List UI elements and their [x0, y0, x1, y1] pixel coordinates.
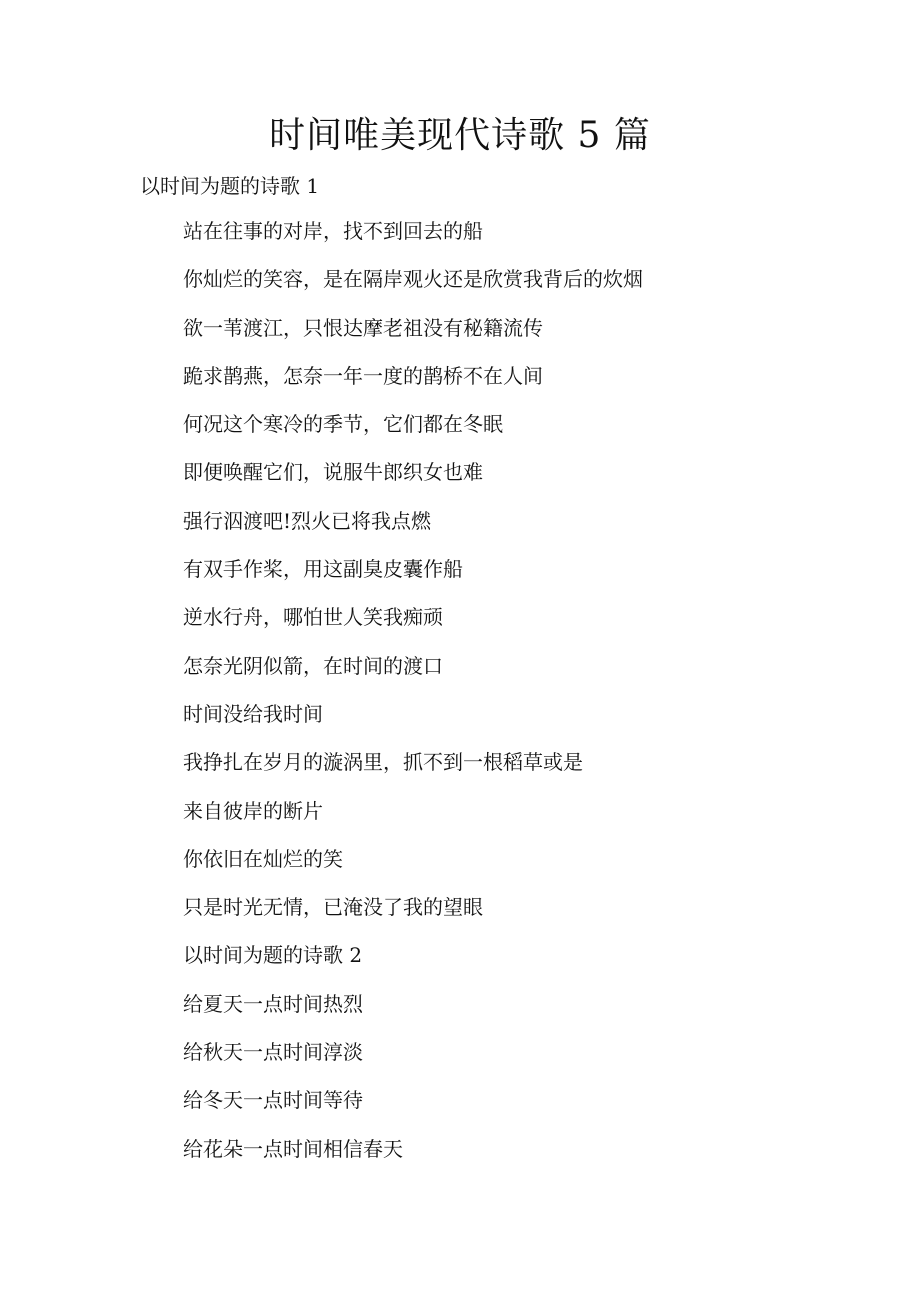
poem-line: 来自彼岸的断片: [183, 798, 323, 823]
poem-lines: [183, 216, 823, 1182]
poem-line: 时间没给我时间: [183, 701, 323, 726]
poem-line: 何况这个寒冷的季节，它们都在冬眠: [183, 412, 503, 437]
poem-line: 强行泅渡吧!烈火已将我点燃: [183, 508, 432, 533]
poem-line: 你灿烂的笑容，是在隔岸观火还是欣赏我背后的炊烟: [183, 267, 643, 292]
poem-line: 跪求鹊燕，怎奈一年一度的鹊桥不在人间: [183, 363, 543, 388]
poem-line: 给冬天一点时间等待: [183, 1088, 363, 1113]
poem-line: 只是时光无情，已淹没了我的望眼: [183, 895, 483, 920]
poem-line: 你依旧在灿烂的笑: [183, 846, 343, 871]
document-title: 时间唯美现代诗歌 5 篇: [269, 115, 651, 156]
section-heading-2: 以时间为题的诗歌 2: [183, 943, 363, 968]
poem-line: 即便唤醒它们，说服牛郎织女也难: [183, 460, 483, 485]
section-heading: 以时间为题的诗歌 1: [140, 174, 320, 198]
poem-line: 站在往事的对岸，找不到回去的船: [183, 219, 483, 243]
poem-line: 给花朵一点时间相信春天: [183, 1136, 403, 1161]
poem-line: 给秋天一点时间淳淡: [183, 1040, 363, 1065]
poem-line: 给夏天一点时间热烈: [183, 991, 363, 1016]
poem-line: 我挣扎在岁月的漩涡里，抓不到一根稻草或是: [183, 750, 583, 775]
poem-line: 怎奈光阴似箭，在时间的渡口: [183, 653, 443, 678]
poem-line: 欲一苇渡江，只恨达摩老祖没有秘籍流传: [183, 315, 543, 340]
poem-line: 有双手作桨，用这副臭皮囊作船: [183, 557, 463, 582]
poem-line: 逆水行舟，哪怕世人笑我痴顽: [183, 605, 443, 630]
